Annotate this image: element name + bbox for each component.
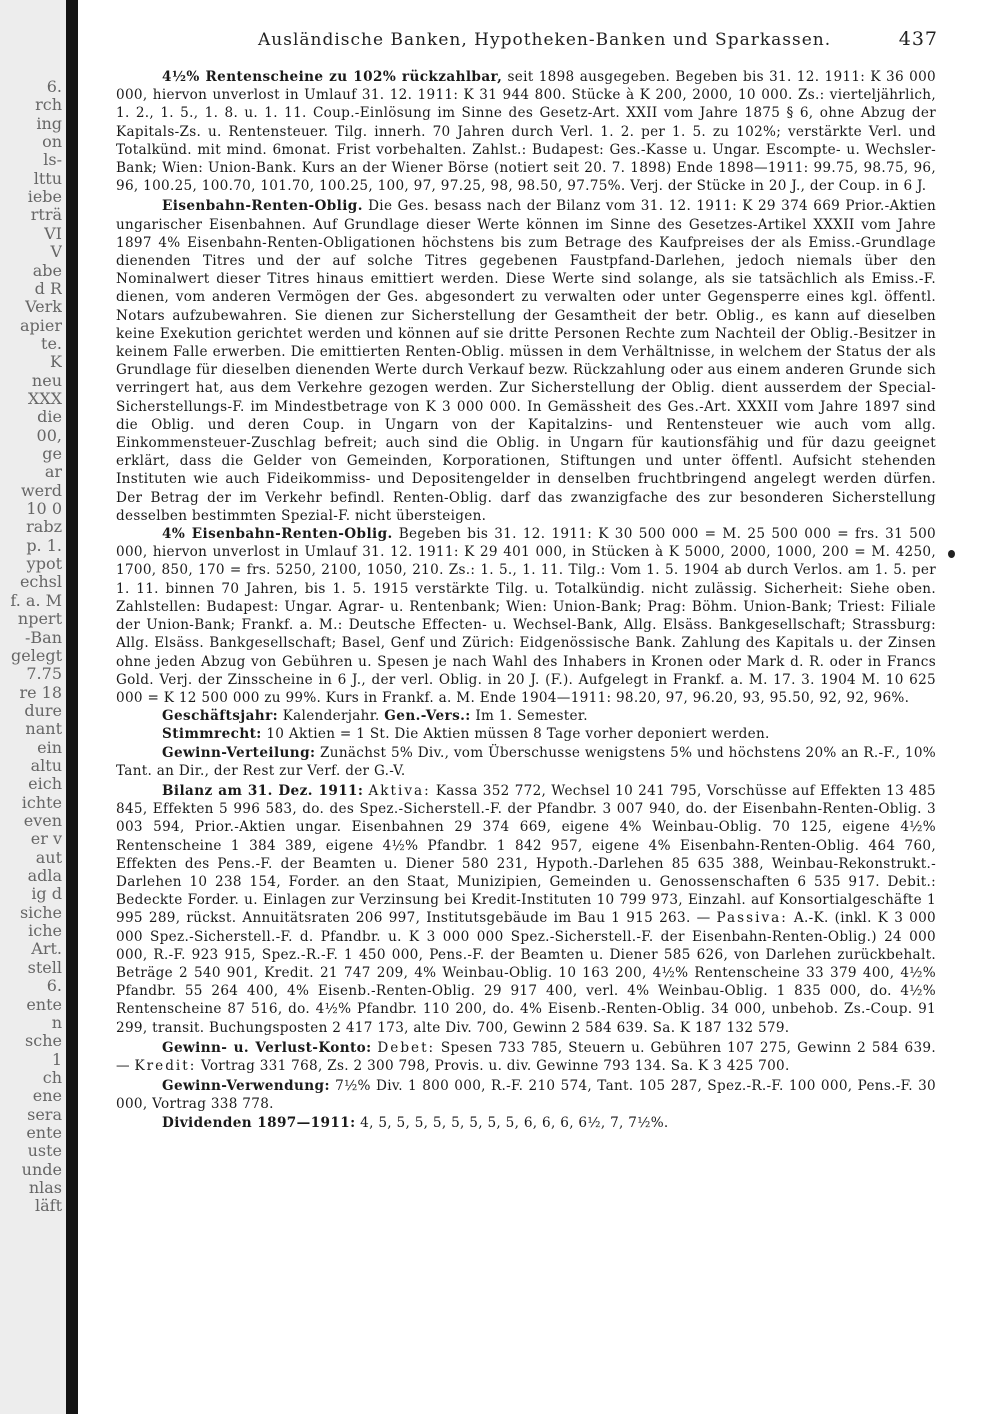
section-text: 10 Aktien = 1 St. Die Aktien müssen 8 Tage vorher deponiert werden. [266,726,770,743]
section-lead-kredit: Kredit: [134,1057,197,1074]
margin-fragment: die [37,408,62,427]
section-dividenden [116,1114,936,1132]
section-lead-aktiva: Aktiva: [368,782,431,799]
section-text: 7½% Div. 1 800 000, R.-F. 210 574, Tant. 105 287, Spez.-R.-F. 100 000, Pens.-F. 30 000, Vortrag 338 778. [116,1078,936,1113]
margin-fragment: ente [26,995,62,1014]
section-heading: Bilanz am 31. Dez. 1911: [162,782,364,799]
margin-fragment: ene [32,1087,62,1106]
margin-fragment: re 18 [19,683,62,702]
section-text: Die Ges. besass nach der Bilanz vom 31. 12. 1911: K 29 374 669 Prior.-Aktien ungarischer Eisenbahnen. Auf Grundlage dieser Werte können im Sinne des Gesetzes-Artikel XXXII vom Jahre 1897 4% Eisenbahn-Renten-Obligationen höchstens bis zum Betrage des Kaufpreises der als Emiss.-Grundlage dienenden Titres und der auf solche Titres gegebenen Faustpfand-Darlehen, jedoch niemals über den Nominalwert dieser Titres hinaus emittiert werden. Diese Werte sind solange, als sie tatsächlich als Emiss.-F. dienen, vom anderen Vermögen der Ges. abgesondert zu verwalten oder unter Gegensperre eines kgl. öffentl. Notars aufzubewahren. Sie dienen zur Sicherstellung der Gesamtheit der betr. Oblig., es kann auf dieselben keine Exekution gerichtet werden und können auf sie dritte Personen Rechte zum Nachteil der Oblig.-Besitzer in keinem Falle erwerben. Die emittierten Renten-Oblig. müssen in dem Verhältnisse, in welchem der Status der als Grundlage für dieselben dienenden Werte durch Verkauf bezw. Rückzahlung oder aus einem anderen Grunde sich verringert hat, aus dem Verkehre gezogen werden. Zur Sicherstellung der Oblig. dient ausserdem der Special-Sicherstellungs-F. im Mindestbetrage von K 3 000 000. In Gemässheit des Ges.-Art. XXXII vom Jahre 1897 sind die Oblig. und deren Coup. in Ungarn von der Kapitalzins- und Rentensteuer wie auch vom allg. Einkommensteuer-Zuschlag befreit; auch sind die Oblig. in Ungarn für kautionsfähig und für dazu geeignet erklärt, dass die Gelder von Gemeinden, Korporationen, Stiftungen und unter öffentl. Aufsicht stehenden Instituten wie auch Fideikommiss- und Depositengelder in denselben fruchtbringend angelegt werden dürfen. Der Betrag der im Verkehr befindl. Renten-Oblig. darf das zwanzigfache des zur besonderen Sicherstellung desselben bestimmten Spezial-F. nicht übersteigen. [116,198,936,524]
margin-fragment: on [42,133,62,152]
margin-fragment: werd [20,481,62,500]
margin-fragment: siche [19,903,62,922]
margin-fragment: 7.75 [26,665,62,684]
header-title: Ausländische Banken, Hypotheken-Banken und Sparkassen. [258,30,832,50]
section-bilanz [116,782,936,1037]
section-text: 4, 5, 5, 5, 5, 5, 5, 5, 5, 6, 6, 6, 6½, 7, 7½%. [360,1114,669,1131]
section-text-secondary: Vortrag 331 768, Zs. 2 300 798, Provis. u. div. Gewinne 793 134. Sa. K 3 425 700. [200,1057,790,1074]
section-text-secondary: Im 1. Semester. [475,708,588,725]
margin-fragment: neu [31,371,62,390]
binding-gutter [66,0,78,1414]
margin-fragment: ein [37,738,62,757]
margin-fragment: te. [41,334,62,353]
margin-fragment: adla [27,867,62,886]
margin-fragment: V [50,243,62,262]
section-text: Spesen 733 785, Steuern u. Gebühren 107 275, Gewinn 2 584 639. — [116,1039,936,1074]
margin-fragment: rabz [26,518,62,537]
section-heading: Gewinn- u. Verlust-Konto: [162,1039,372,1056]
page-number: 437 [898,28,938,50]
section-text: Begeben bis 31. 12. 1911: K 30 500 000 = M. 25 500 000 = frs. 31 500 000, hiervon unverlost in Umlauf 31. 12. 1911: K 29 401 000, in Stücken à K 5000, 2000, 1000, 200 = M. 4250, 1700, 850, 170 = frs. 5250, 2100, 1050, 210. Zs.: 1. 5., 1. 11. Tilg.: Vom 1. 5. 1904 ab durch Verlos. am 1. 5. per 1. 11. binnen 70 Jahren, bis 1. 5. 1915 verstärkte Tilg. u. Totalkündig. nicht zulässig. Sicherheit: Siehe oben. Zahlstellen: Budapest: Ungar. Agrar- u. Rentenbank; Wien: Union-Bank; Prag: Böhm. Union-Bank; Triest: Filiale der Union-Bank; Frankf. a. M.: Deutsche Effecten- u. Wechsel-Bank, Allg. Elsäss. Bankgesellschaft; Strassburg: Allg. Elsäss. Bankgesellschaft; Basel, Genf und Zürich: Eidgenössische Bank. Zahlung des Kapitals u. der Zinsen ohne jeden Abzug von Gebühren u. Spesen je nach Wahl des Inhabers in Kronen oder Mark d. R. oder in Francs Gold. Verj. der Zinsscheine in 6 J., der verl. Oblig. in 20 J. (F.). Aufgelegt in Frankf. a. M. 17. 3. 1904 M. 10 625 000 = K 12 500 000 zu 99%. Kurs in Frankf. a. M. Ende 1904—1911: 98.20, 97, 96.20, 93, 95.50, 92, 92, 96%. [116,526,936,706]
margin-fragment: ing [36,114,62,133]
section-eisenbahn-renten-oblig [116,197,936,525]
margin-fragment: iebe [27,188,62,207]
margin-fragment: Art. [31,940,62,959]
margin-fragment: 1 [51,1050,62,1069]
section-gewinn-verwendung [116,1077,936,1113]
margin-fragment: 10 0 [26,500,62,519]
section-4pct-eisenbahn-renten-oblig [116,525,936,707]
margin-fragment: sera [27,1105,62,1124]
margin-fragment: lttu [33,169,62,188]
margin-fragment: ar [44,463,62,482]
margin-fragment: gelegt [11,646,62,665]
section-heading: Dividenden 1897—1911: [162,1114,356,1131]
margin-fragment: ch [42,1068,62,1087]
section-heading: Geschäftsjahr: [162,708,279,725]
margin-fragment: ichte [21,793,62,812]
margin-fragment: ig d [31,885,62,904]
section-gewinn-verteilung [116,744,936,780]
margin-fragment: apier [19,316,62,335]
margin-fragment: npert [17,610,62,629]
section-text-secondary: A.-K. (inkl. K 3 000 000 Spez.-Sicherstell.-F. d. Pfandbr. u. K 3 000 000 Spez.-Sicherstell.-F. der Eisenbahn-Renten-Oblig.) 24 000 000, R.-F. 923 915, Spez.-R.-F. 1 450 000, Pens.-F. der Beamten u. Diener 585 626, von Darlehen zurückbehalt. Beträge 2 540 901, Kredit. 21 747 209, 4% Weinbau-Oblig. 10 163 200, 4½% Rentenscheine 33 379 400, 4½% Pfandbr. 55 264 400, 4% Eisenb.-Renten-Oblig. 29 917 400, verl. 4% Weinbau-Oblig. 1 835 000, do. 4½% Rentenscheine 87 516, do. 4½% Pfandbr. 110 200, do. 4% Eisenb.-Renten-Oblig. 34 000, unbehob. Zs.-Coup. 91 299, transit. Buchungsposten 2 417 173, alte Div. 700, Gewinn 2 584 639. Sa. K 187 132 579. [116,910,936,1036]
margin-fragment: rträ [30,206,62,225]
margin-fragment: XXX [27,389,62,408]
section-text: Zunächst 5% Div., vom Überschusse wenigstens 5% und höchstens 20% an R.-F., 10% Tant. an Dir., der Rest zur Verf. der G.-V. [116,744,936,779]
margin-fragment: unde [21,1160,62,1179]
section-lead-debet: Debet: [377,1039,436,1056]
section-text: seit 1898 ausgegeben. Begeben bis 31. 12. 1911: K 36 000 000, hiervon unverlost in Umlauf 31. 12. 1911: K 31 944 800. Stücke à K 200, 2000, 10 000. Zs.: vierteljährlich, 1. 2., 1. 5., 1. 8. u. 1. 11. Coup.-Einlösung im Sinne des Gesetz-Art. XXII vom Jahre 1875 § 6, ohne Abzug der Kapitals-Zs. u. Rentensteuer. Tilg. innerh. 70 Jahren durch Verl. 1. 2. per 1. 5. zu 102%; verstärkte Verl. und Totalkünd. mit mind. 6monat. Frist vorbehalten. Zahlst.: Budapest: Ges.-Kasse u. Ungar. Escompte- u. Wechsler-Bank; Wien: Union-Bank. Kurs an der Wiener Börse (notiert seit 20. 7. 1898) Ende 1898—1911: 99.75, 98.75, 96, 96, 100.25, 100.70, 101.70, 100.25, 100, 97, 97.25, 98, 98.50, 97.75%. Verj. der Stücke in 20 J., der Coup. in 6 J. [116,69,936,195]
margin-fragment: VI [44,224,62,243]
section-geschaeftsjahr [116,707,936,725]
margin-fragment: stell [27,958,62,977]
margin-fragment: even [23,812,62,830]
margin-fragment: abe [32,261,62,280]
section-gewinn-verlust-konto [116,1039,936,1075]
section-heading-secondary: Gen.-Vers.: [384,708,471,725]
margin-fragment: ge [42,445,62,463]
margin-fragment: n [51,1013,62,1032]
margin-fragment: p. 1. [26,536,62,555]
facing-page-margin [0,0,66,1414]
margin-fragment: läft [34,1197,62,1216]
margin-fragment: altu [30,756,62,775]
margin-fragment: 00, [36,426,62,445]
margin-fragment: d R [34,279,62,298]
page-body [116,68,936,1394]
margin-fragment: Verk [25,298,62,317]
margin-fragment: 6. [46,78,62,96]
margin-fragment: aut [35,848,62,867]
margin-fragment: sche [25,1032,62,1051]
margin-fragment: nlas [28,1179,62,1197]
margin-fragment: K [50,353,62,372]
running-header [258,28,938,54]
margin-fragment: ente [26,1123,62,1142]
section-heading: 4% Eisenbahn-Renten-Oblig. [162,526,393,543]
section-rentenscheine [116,68,936,195]
margin-fragment: 6. [46,977,62,996]
margin-fragment: dure [24,701,62,720]
section-heading: Eisenbahn-Renten-Oblig. [162,198,363,215]
margin-fragment: iche [28,922,62,941]
margin-fragment: echsl [19,573,62,592]
section-text: Kassa 352 772, Wechsel 10 241 795, Vorschüsse auf Effekten 13 485 845, Effekten 5 996 583, do. des Spez.-Sicherstell.-F. der Pfandbr. 3 007 940, do. der Eisenbahn-Renten-Oblig. 3 003 594, Prior.-Aktien ungar. Eisenbahnen 29 374 669, eigene 4% Weinbau-Oblig. 70 125, eigene 4½% Rentenscheine 1 384 389, eigene 4½% Pfandbr. 1 842 957, eigene 4% Eisenbahn-Renten-Oblig. 464 760, Effekten des Pens.-F. der Beamten u. Diener 580 231, Hypoth.-Darlehen 85 635 388, Weinbau-Rekonstrukt.-Darlehen 10 238 154, Forder. an den Staat, Munizipien, Gemeinden u. Genossenschaften 6 535 917. Debit.: Bedeckte Forder. u. Einlagen zur Verzinsung bei Kredit-Instituten 10 799 973, Einzahl. auf Konsortialgeschäfte 1 995 289, rückst. Annuitätsraten 206 997, Institutsgebäude im Bau 1 915 263. — [116,782,936,927]
section-heading: Gewinn-Verteilung: [162,744,316,761]
section-stimmrecht [116,725,936,743]
margin-fragment: nant [25,720,62,739]
margin-fragment: rch [35,96,62,115]
section-text: Kalenderjahr. [282,708,380,725]
margin-fragment: -Ban [24,628,62,647]
margin-fragment: er v [30,830,62,849]
margin-fragment: uste [27,1142,62,1161]
margin-fragment: eich [28,775,62,794]
margin-fragment: ypot [26,555,62,574]
section-lead-passiva: Passiva: [716,910,788,927]
ink-spot [948,550,955,558]
section-heading: Gewinn-Verwendung: [162,1078,330,1095]
section-heading: Stimmrecht: [162,726,262,743]
margin-fragment: ls- [43,151,62,170]
margin-fragment: f. a. M [10,591,62,610]
section-heading: 4½% Rentenscheine zu 102% rückzahlbar, [162,69,503,85]
